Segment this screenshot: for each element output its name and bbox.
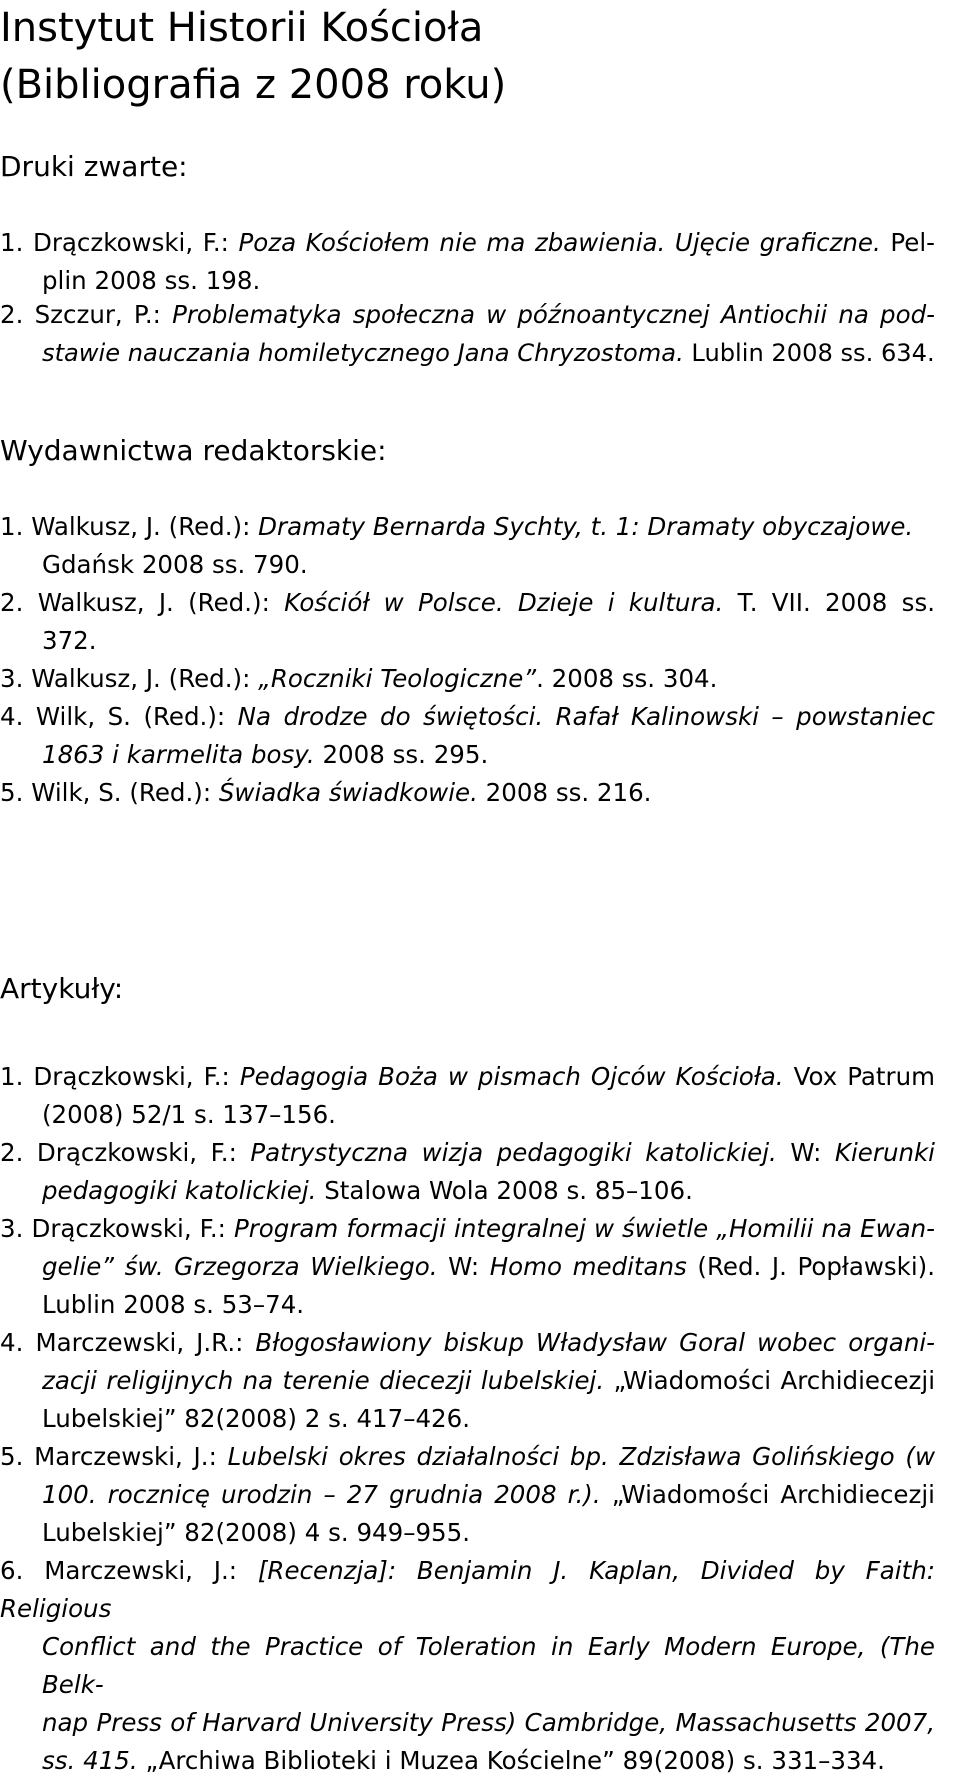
entry-line <box>0 1362 935 1400</box>
entry-line <box>0 622 935 660</box>
title-line-1: Instytut Historii Kościoła <box>0 5 484 51</box>
entry-number: 4. <box>0 1328 24 1357</box>
entry-author: Wilk, S. (Red.): <box>35 702 238 731</box>
entry-details: W: <box>437 1252 490 1281</box>
entry-details: Lubelskiej” 82(2008) 2 s. 417–426. <box>42 1404 471 1433</box>
entry-author: Walkusz, J. (Red.): <box>37 588 285 617</box>
entry-title: Pedagogia Boża w pismach Ojców Kościoła. <box>239 1062 784 1091</box>
entry-line <box>0 1096 935 1134</box>
entry-details: plin 2008 ss. 198. <box>42 266 261 295</box>
entry-number: 1. <box>0 228 24 257</box>
bib-entry <box>0 1324 935 1438</box>
bib-entry <box>0 1210 935 1324</box>
entry-line <box>0 1438 935 1476</box>
entry-details: Lublin 2008 s. 53–74. <box>42 1290 305 1319</box>
section-heading-druki: Druki zwarte: <box>0 150 188 183</box>
entry-author: Marczewski, J.: <box>44 1556 258 1585</box>
entry-line <box>0 1172 935 1210</box>
entry-line <box>0 334 935 372</box>
entry-author: Drączkowski, F.: <box>31 1214 234 1243</box>
entry-title: Błogosławiony biskup Władysław Goral wobec organi- <box>255 1328 935 1357</box>
entry-author: Marczewski, J.: <box>34 1442 228 1471</box>
entry-line <box>0 1552 935 1628</box>
bib-entry <box>0 1438 935 1552</box>
entry-title: 100. rocznicę urodzin – 27 grudnia 2008 r.). <box>42 1480 601 1509</box>
section-heading-artykuly: Artykuły: <box>0 972 124 1005</box>
entry-line <box>0 660 717 698</box>
entry-details: . 2008 ss. 304. <box>536 664 718 693</box>
entry-details: Gdańsk 2008 ss. 790. <box>42 550 308 579</box>
entry-number: 3. <box>0 664 24 693</box>
entry-author: Drączkowski, F.: <box>33 1062 240 1091</box>
entry-details: „Wiadomości Archidiecezji <box>604 1366 935 1395</box>
bib-entry <box>0 508 913 584</box>
entry-details: „Archiwa Biblioteki i Muzea Kościelne” 89(2008) s. 331–334. <box>137 1746 885 1775</box>
entry-details: T. VII. 2008 ss. <box>723 588 936 617</box>
entry-line <box>0 1704 935 1742</box>
entry-title: Homo meditans <box>489 1252 687 1281</box>
entry-title: [Recenzja]: Benjamin J. Kaplan, Divided by Faith: Religious <box>0 1556 935 1623</box>
bib-entry <box>0 1134 935 1210</box>
entry-line <box>0 1476 935 1514</box>
entry-title: Patrystyczna wizja pedagogiki katolickiej. <box>250 1138 777 1167</box>
entry-line <box>0 296 935 334</box>
page-title <box>0 0 960 114</box>
bib-entry <box>0 1058 935 1134</box>
entry-line <box>0 584 935 622</box>
bib-entry <box>0 296 935 372</box>
entry-author: Wilk, S. (Red.): <box>31 778 219 807</box>
entry-line <box>0 774 651 812</box>
entry-details: Vox Patrum <box>783 1062 935 1091</box>
entry-line <box>0 1286 935 1324</box>
entry-title: Problematyka społeczna w późnoantycznej Antiochii na pod- <box>172 300 935 329</box>
entry-title: Dramaty Bernarda Sychty, t. 1: Dramaty obyczajowe. <box>258 512 914 541</box>
entry-details: (2008) 52/1 s. 137–156. <box>42 1100 336 1129</box>
entry-title: 1863 i karmelita bosy. <box>42 740 315 769</box>
entry-author: Marczewski, J.R.: <box>35 1328 256 1357</box>
entry-title: pedagogiki katolickiej. <box>42 1176 317 1205</box>
bib-entry <box>0 224 935 300</box>
entry-details: Lublin 2008 ss. 634. <box>683 339 935 367</box>
entry-line <box>0 1324 935 1362</box>
entry-line <box>0 1400 935 1438</box>
entry-title: Program formacji integralnej w świetle „Homilii na Ewan- <box>233 1214 935 1243</box>
bib-entry <box>0 774 651 812</box>
entry-title: Na drodze do świętości. Rafał Kalinowski – powstaniec <box>237 702 936 731</box>
bib-entry <box>0 1552 935 1780</box>
entry-number: 5. <box>0 778 24 807</box>
entry-number: 4. <box>0 702 24 731</box>
entry-title: Conflict and the Practice of Toleration in Early Modern Europe, (The Belk- <box>42 1632 935 1699</box>
entry-author: Walkusz, J. (Red.): <box>31 664 259 693</box>
entry-number: 2. <box>0 1138 24 1167</box>
entry-number: 1. <box>0 512 24 541</box>
entry-line <box>0 508 913 546</box>
entry-number: 2. <box>0 300 24 329</box>
entry-details: Lubelskiej” 82(2008) 4 s. 949–955. <box>42 1518 471 1547</box>
entry-line <box>0 698 935 736</box>
entry-line <box>0 1742 935 1780</box>
entry-details: (Red. J. Popławski). <box>686 1252 936 1281</box>
entry-title: nap Press of Harvard University Press) Cambridge, Massachusetts 2007, <box>42 1708 935 1737</box>
entry-line <box>0 1210 935 1248</box>
entry-title: stawie nauczania homiletycznego Jana Chryzostoma. <box>42 339 684 367</box>
bib-entry <box>0 584 935 660</box>
entry-title: gelie” św. Grzegorza Wielkiego. <box>42 1252 438 1281</box>
entry-line <box>0 262 935 300</box>
entry-line <box>0 736 935 774</box>
entry-line <box>0 224 935 262</box>
entry-details: 372. <box>42 626 97 655</box>
entry-number: 1. <box>0 1062 24 1091</box>
entry-details: 2008 ss. 216. <box>477 778 652 807</box>
entry-line <box>0 1628 935 1704</box>
entry-line <box>0 546 913 584</box>
entry-title: Kościół w Polsce. Dzieje i kultura. <box>284 588 724 617</box>
bib-entry <box>0 660 717 698</box>
entry-line <box>0 1514 935 1552</box>
entry-line <box>0 1134 935 1172</box>
entry-title: Kierunki <box>834 1138 935 1167</box>
entry-title: Świadka świadkowie. <box>218 778 478 807</box>
entry-details: W: <box>776 1138 835 1167</box>
entry-line <box>0 1248 935 1286</box>
entry-line <box>0 1058 935 1096</box>
entry-title: „Roczniki Teologiczne” <box>258 664 537 693</box>
entry-details: 2008 ss. 295. <box>314 740 489 769</box>
entry-number: 5. <box>0 1442 24 1471</box>
entry-details: Stalowa Wola 2008 s. 85–106. <box>316 1176 693 1205</box>
entry-author: Szczur, P.: <box>34 300 173 329</box>
title-line-2: (Bibliografia z 2008 roku) <box>0 62 507 108</box>
bib-entry <box>0 698 935 774</box>
entry-number: 3. <box>0 1214 24 1243</box>
entry-number: 2. <box>0 588 24 617</box>
entry-title: Poza Kościołem nie ma zbawienia. Ujęcie graficzne. <box>238 228 881 257</box>
entry-details: Pel- <box>880 228 935 257</box>
entry-author: Drączkowski, F.: <box>36 1138 251 1167</box>
entry-title: ss. 415. <box>42 1746 138 1775</box>
entry-number: 6. <box>0 1556 24 1585</box>
entry-title: Lubelski okres działalności bp. Zdzisława Golińskiego (w <box>227 1442 935 1471</box>
entry-title: zacji religijnych na terenie diecezji lubelskiej. <box>42 1366 605 1395</box>
entry-author: Drączkowski, F.: <box>32 228 239 257</box>
entry-author: Walkusz, J. (Red.): <box>31 512 259 541</box>
section-heading-wydawnictwa: Wydawnictwa redaktorskie: <box>0 434 387 467</box>
entry-details: „Wiadomości Archidiecezji <box>600 1480 935 1509</box>
